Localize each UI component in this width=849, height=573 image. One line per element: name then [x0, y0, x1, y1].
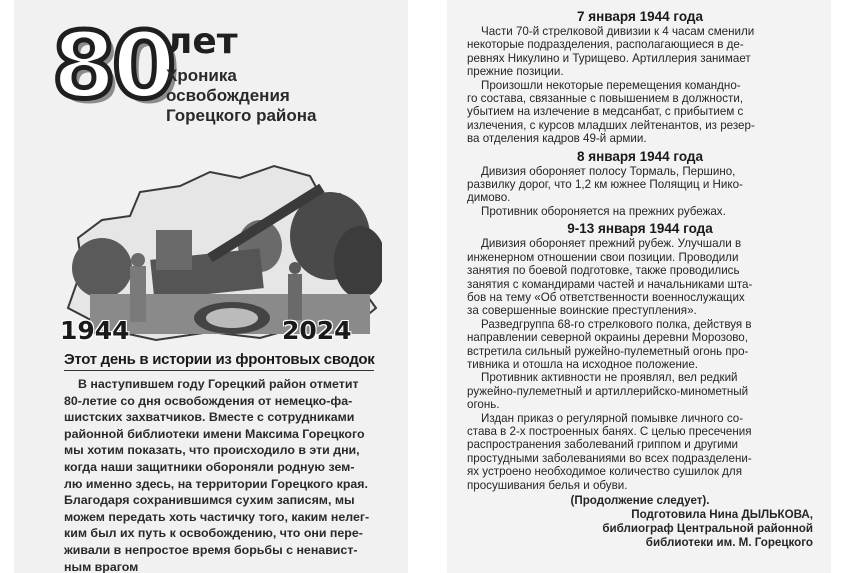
intro-text — [64, 376, 389, 573]
report-line: Части 70-й стрелковой дивизии к 4 часам сменили — [481, 25, 755, 38]
chronicle-column — [467, 8, 813, 550]
report-line: убытием на излечение в медсанбат, с прибытием с — [467, 105, 744, 119]
report-line: направлении северной окраины деревни Морозово, — [467, 331, 748, 345]
report-line: ва отделения кадров 49-й армии. — [467, 132, 647, 146]
intro-line: можем передать хоть частичку того, каким нелег- — [64, 509, 370, 524]
soldier-head — [131, 253, 145, 267]
intro-line: шистских захватчиков. Вместе с сотрудниками — [64, 410, 355, 425]
intro-line: ным врагом — [64, 559, 139, 573]
intro-line: мы хотим показать, что происходило в эти дни, — [64, 443, 360, 458]
report-line: некоторые подразделения, располагающиеся в де- — [467, 38, 744, 52]
intro-line: живали в непростое время борьбы с ненавист- — [64, 542, 358, 557]
intro-line: когда наши защитники обороняли родную зем- — [64, 459, 355, 474]
report-line: занятия с командирами частей и начальниками шта- — [467, 277, 753, 291]
intro-line: 80-летие со дня освобождения от немецко-фа- — [64, 393, 353, 408]
report-line: Дивизия обороняет полосу Тормаль, Першино, — [481, 164, 736, 178]
date-heading: 9-13 января 1944 года — [567, 221, 713, 237]
anniversary-number: 80 — [52, 12, 173, 119]
report-line: Издан приказ о регулярной помывке личного со- — [481, 411, 744, 425]
report-line: ружейно-пулеметный и артиллерийско-минометный — [467, 384, 749, 398]
report-line: занятия по боевой подготовке, также проводились — [467, 264, 740, 278]
chronicle-line: Горецкого района — [166, 106, 317, 125]
report-line: ревнях Никулино и Турищево. Артиллерия занимает — [467, 51, 751, 65]
report-line: огонь. — [467, 398, 500, 412]
intro-line: районной библиотеки имени Максима Горецкого — [64, 426, 365, 441]
author-signature-line: Подготовила Нина ДЫЛЬКОВА, — [631, 508, 813, 521]
chronicle-title — [166, 66, 396, 126]
report-line: встретила сильный ружейно-пулеметный огонь про- — [467, 344, 749, 358]
date-heading: 8 января 1944 года — [577, 148, 703, 164]
report-line: просушивания белья и обуви. — [467, 478, 628, 492]
year-end: 2024 — [282, 316, 352, 345]
soldier-head — [289, 262, 301, 274]
soldier-figure — [130, 266, 146, 322]
report-line: димово. — [467, 191, 511, 205]
report-line: бов на тему «Об ответственности военнослужащих — [467, 290, 745, 304]
report-line: Противник активности не проявлял, вел редкий — [481, 371, 738, 385]
report-line: тивника и отошла на исходное положение. — [467, 357, 698, 371]
anniversary-word: лет — [166, 21, 238, 62]
report-line: инженерном отношении свои позиции. Проводили — [467, 250, 739, 264]
report-line: го состава, связанные с повышением в должности, — [467, 92, 744, 106]
date-heading: 7 января 1944 года — [577, 9, 703, 24]
intro-line: лю именно здесь, на территории Горецкого края. — [64, 476, 368, 491]
intro-line: ким был их путь к освобождению, что они пере- — [64, 526, 363, 541]
to-be-continued: (Продолжение следует). — [570, 494, 710, 507]
report-line: распространения заболеваний гриппом и другими — [467, 438, 739, 452]
intro-line: В наступившем году Горецкий район отметит — [78, 377, 359, 391]
chronicle-line: Хроника — [166, 66, 237, 85]
chronicle-line: освобождения — [166, 86, 290, 105]
author-signature-line: библиотеки им. М. Горецкого — [645, 536, 813, 549]
right-newspaper-page — [447, 0, 831, 573]
soldier-figure — [288, 274, 302, 320]
report-line: развилку дорог, что 1,2 км южнее Полящиц и Нико- — [467, 178, 743, 192]
report-line: става в 2-х построенных банях. С целью пресечения — [467, 424, 752, 438]
year-start: 1944 — [60, 316, 130, 345]
report-line: излечения, с курсов младших лейтенантов, из резер- — [467, 118, 755, 132]
report-line: простудными заболеваниями во всех подразделени- — [467, 451, 752, 465]
report-line: за совершенные воинские преступления». — [467, 304, 697, 318]
author-signature-line: библиограф Центральной районной — [602, 522, 813, 535]
gun-shield — [156, 230, 192, 270]
intro-line: Благодаря сохранившимся сухим записям, мы — [64, 493, 355, 508]
left-newspaper-page — [14, 0, 408, 573]
tree — [72, 238, 132, 298]
article-subtitle: Этот день в истории из фронтовых сводок — [64, 350, 374, 371]
report-line: Произошли некоторые перемещения командно- — [481, 78, 741, 92]
report-line: прежние позиции. — [467, 65, 564, 79]
report-line: Дивизия обороняет прежний рубеж. Улучшали в — [481, 237, 742, 251]
gun-base-ring — [206, 308, 258, 328]
report-line: Разведгруппа 68-го стрелкового полка, действуя в — [481, 317, 752, 331]
report-line: Противник обороняется на прежних рубежах. — [481, 204, 726, 218]
report-line: ях устроено необходимое количество сушилок для — [467, 465, 742, 479]
